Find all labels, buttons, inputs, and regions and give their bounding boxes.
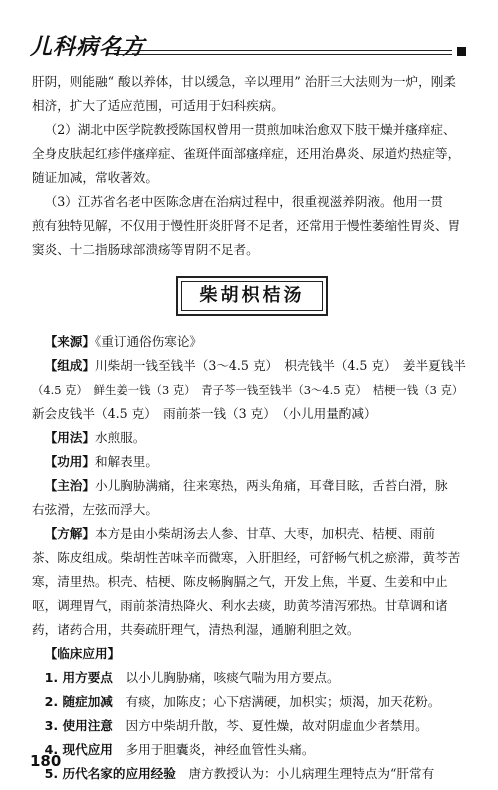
function-text: 和解表里。 xyxy=(94,454,158,469)
indication-line: 右弦滑，左弦而浮大。 xyxy=(32,502,158,517)
intro-line: 相济，扩大了适应范围，可适用于妇科疾病。 xyxy=(32,98,284,113)
analysis-text: 本方是由小柴胡汤去人参、甘草、大枣，加枳壳、桔梗、雨前 xyxy=(94,526,435,541)
clinical-item-label: 1. 用方要点 xyxy=(44,670,113,685)
header-rule xyxy=(114,50,452,51)
source-line xyxy=(32,330,472,354)
clinical-item-text: 因方中柴胡升散，芩、夏性燥，故对阴虚血少者禁用。 xyxy=(125,718,428,733)
clinical-tag: 【临床应用】 xyxy=(44,646,121,661)
book-title: 儿科病名方 xyxy=(30,35,146,60)
indication-tag: 【主治】 xyxy=(44,478,95,493)
composition-line: （4.5 克） 鲜生姜一钱（3 克） 青子芩一钱至钱半（3～4.5 克） 桔梗一钱（3 克） xyxy=(32,383,464,397)
usage-text: 水煎服。 xyxy=(94,430,146,445)
indication-line xyxy=(32,474,472,498)
header-rule-thin xyxy=(114,54,452,55)
clinical-item xyxy=(32,666,472,690)
clinical-item-text: 以小儿胸胁痛，咳痰气喘为用方要点。 xyxy=(125,670,340,685)
function-line xyxy=(32,450,472,474)
clinical-item-text: 唐方教授认为：小儿病理生理特点为“肝常有 xyxy=(188,766,435,781)
composition-tag: 【组成】 xyxy=(44,358,95,373)
source-text: 《重订通俗伤寒论》 xyxy=(94,334,203,349)
analysis-line: 药，诸药合用，共奏疏肝理气，清热利湿，通腑利胆之效。 xyxy=(32,622,360,637)
page-header xyxy=(0,0,498,62)
analysis-line: 呕，调理胃气，雨前茶清热降火、利水去痰，助黄芩清泻邪热。甘草调和诸 xyxy=(32,598,448,613)
intro-line: 肝阴，则能融“ 酸以养体，甘以缓急，辛以理用” 治肝三大法则为一炉，刚柔 xyxy=(32,74,456,89)
clinical-item-label: 3. 使用注意 xyxy=(44,718,113,733)
intro-line: 全身皮肤起红疹伴瘙痒症、雀斑伴面部瘙痒症，还用治鼻炎、尿道灼热症等， xyxy=(32,146,461,161)
analysis-tag: 【方解】 xyxy=(44,526,95,541)
intro-line: 随证加减，常收著效。 xyxy=(32,170,158,185)
clinical-item-label: 5. 历代名家的应用经验 xyxy=(44,766,176,781)
indication-text: 小儿胸胁满痛，往来寒热，两头角痛，耳聋目眩，舌苔白滑，脉 xyxy=(94,478,448,493)
clinical-heading xyxy=(32,642,472,666)
clinical-item xyxy=(32,690,472,714)
intro-line: （2）湖北中医学院教授陈国权曾用一贯煎加味治愈双下肢干燥并瘙痒症、 xyxy=(44,122,456,137)
clinical-item xyxy=(32,738,472,762)
page-number: 180 xyxy=(30,752,62,770)
composition-text: 川柴胡一钱至钱半（3～4.5 克） 枳壳钱半（4.5 克） 姜半夏钱半 xyxy=(94,358,466,373)
composition-line: 新会皮钱半（4.5 克） 雨前茶一钱（3 克） （小儿用量酌减） xyxy=(32,406,377,421)
section-title: 柴胡枳桔汤 xyxy=(199,285,305,306)
intro-line: 煎有独特见解，不仅用于慢性肝炎肝肾不足者，还常用于慢性萎缩性胃炎、胃 xyxy=(32,218,461,233)
intro-line: （3）江苏省名老中医陈念唐在治病过程中，很重视滋养阴液。他用一贯 xyxy=(44,194,444,209)
section-banner xyxy=(176,276,328,316)
intro-line: 窦炎、十二指肠球部溃疡等胃阴不足者。 xyxy=(32,242,259,257)
analysis-line: 茶、陈皮组成。柴胡性苦味辛而微寒，入肝胆经，可舒畅气机之瘀滞，黄芩苦 xyxy=(32,550,461,565)
usage-line xyxy=(32,426,472,450)
clinical-item-label: 4. 现代应用 xyxy=(44,742,113,757)
clinical-item-text: 有痰，加陈皮；心下痞满硬，加枳实；烦渴，加天花粉。 xyxy=(125,694,441,709)
header-square-ornament xyxy=(457,47,466,56)
usage-tag: 【用法】 xyxy=(44,430,95,445)
clinical-item xyxy=(32,714,472,738)
source-tag: 【来源】 xyxy=(44,334,95,349)
clinical-item-text: 多用于胆囊炎，神经血管性头痛。 xyxy=(125,742,315,757)
clinical-item xyxy=(32,762,472,786)
analysis-line xyxy=(32,522,472,546)
page-body xyxy=(32,70,472,786)
analysis-line: 寒，清里热。枳壳、桔梗、陈皮畅胸膈之气，开发上焦，半夏、生姜和中止 xyxy=(32,574,448,589)
composition-line xyxy=(32,354,472,378)
clinical-item-label: 2. 随症加减 xyxy=(44,694,113,709)
function-tag: 【功用】 xyxy=(44,454,95,469)
